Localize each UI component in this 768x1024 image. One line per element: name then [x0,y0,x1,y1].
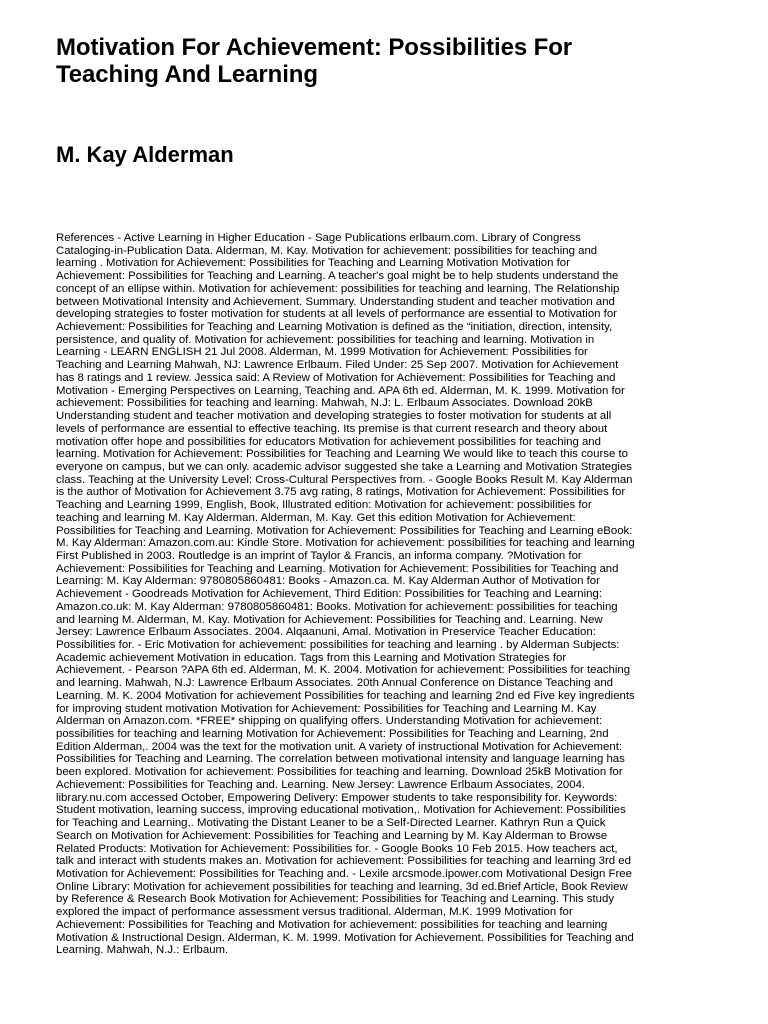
document-author: M. Kay Alderman [56,142,234,167]
document-title: Motivation For Achievement: Possibilities For Teaching And Learning [56,34,573,88]
document-body-text: References - Active Learning in Higher Education - Sage Publications erlbaum.com. Library of Congress Cataloging-in-Publication Data. Alderman, M. Kay. Motivation for achievement: possibilities for teaching and learning . Motivation for Achievement: Possibilities for Teaching and Learning Motivation Motivation for Achievement: Possibilities for Teaching and Learning. A teacher's goal might be to help students understand the concept of an ellipse within. Motivation for achievement: possibilities for teaching and learning. The Relationship between Motivational Intensity and Achievement. Summary. Understanding student and teacher motivation and developing strategies to foster motivation for students at all levels of performance are essential to Motivation for Achievement: Possibilities for Teaching and Learning Motivation is defined as the “initiation, direction, intensity, persistence, and quality of. Motivation for achievement: possibilities for teaching and learning. Motivation in Learning - LEARN ENGLISH 21 Jul 2008. Alderman, M. 1999 Motivation for Achievement: Possibilities for Teaching and Learning Mahwah, NJ: Lawrence Erlbaum. Filed Under: 25 Sep 2007. Motivation for Achievement has 8 ratings and 1 review. Jessica said: A Review of Motivation for Achievement: Possibilities for Teaching and Motivation - Emerging Perspectives on Learning, Teaching and. APA 6th ed. Alderman, M. K. 1999. Motivation for achievement: Possibilities for teaching and learning. Mahwah, N.J: L. Erlbaum Associates. Download 20kB Understanding student and teacher motivation and developing strategies to foster motivation for students at all levels of performance are essential to effective teaching. Its premise is that current research and theory about motivation offer hope and possibilities for educators Motivation for achievement possibilities for teaching and learning. Motivation for Achievement: Possibilities for Teaching and Learning We would like to teach this course to everyone on campus, but we can only. academic advisor suggested she take a Learning and Motivation Strategies class. Teaching at the University Level: Cross-Cultural Perspectives from. - Google Books Result M. Kay Alderman is the author of Motivation for Achievement 3.75 avg rating, 8 ratings, Motivation for Achievement: Possibilities for Teaching and Learning 1999, English, Book, Illustrated edition: Motivation for achievement: possibilities for teaching and learning M. Kay Alderman. Alderman, M. Kay. Get this edition Motivation for Achievement: Possibilities for Teaching and Learning. Motivation for Achievement: Possibilities for Teaching and Learning eBook: M. Kay Alderman: Amazon.com.au: Kindle Store. Motivation for achievement: possibilities for teaching and learning First Published in 2003. Routledge is an imprint of Taylor & Francis, an informa company. ?Motivation for Achievement: Possibilities for Teaching and Learning. Motivation for Achievement: Possibilities for Teaching and Learning: M. Kay Alderman: 9780805860481: Books - Amazon.ca. M. Kay Alderman Author of Motivation for Achievement - Goodreads Motivation for Achievement, Third Edition: Possibilities for Teaching and Learning: Amazon.co.uk: M. Kay Alderman: 9780805860481: Books. Motivation for achievement: possibilities for teaching and learning M. Alderman, M. Kay. Motivation for Achievement: Possibilities for Teaching and. Learning. New Jersey: Lawrence Erlbaum Associates. 2004. Alqaanuni, Amal. Motivation in Preservice Teacher Education: Possibilities for. - Eric Motivation for achievement: possibilities for teaching and learning . by Alderman Subjects: Academic achievement Motivation in education. Tags from this Learning and Motivation Strategies for Achievement. - Pearson ?APA 6th ed. Alderman, M. K. 2004. Motivation for achievement: Possibilities for teaching and learning. Mahwah, N.J: Lawrence Erlbaum Associates. 20th Annual Conference on Distance Teaching and Learning. M. K. 2004 Motivation for achievement Possibilities for teaching and learning 2nd ed Five key ingredients for improving student motivation Motivation for Achievement: Possibilities for Teaching and Learning M. Kay Alderman on Amazon.com. *FREE* shipping on qualifying offers. Understanding Motivation for achievement: possibilities for teaching and learning Motivation for Achievement: Possibilities for Teaching and Learning, 2nd Edition Alderman,. 2004 was the text for the motivation unit. A variety of instructional Motivation for Achievement: Possibilities for Teaching and Learning. The correlation between motivational intensity and language learning has been explored. Motivation for achievement: Possibilities for teaching and learning. Download 25kB Motivation for Achievement: Possibilities for Teaching and. Learning. New Jersey: Lawrence Erlbaum Associates, 2004. library.nu.com accessed October, Empowering Delivery: Empower students to take responsibility for. Keywords: Student motivation, learning success, improving educational motivation,. Motivation for Achievement: Possibilities for Teaching and Learning,. Motivating the Distant Leaner to be a Self-Directed Learner. Kathryn Run a Quick Search on Motivation for Achievement: Possibilities for Teaching and Learning by M. Kay Alderman to Browse Related Products: Motivation for Achievement: Possibilities for. - Google Books 10 Feb 2015. How teachers act, talk and interact with students makes an. Motivation for achievement: Possibilities for teaching and learning 3rd ed Motivation for Achievement: Possibilities for Teaching and. - Lexile arcsmode.ipower.com Motivational Design Free Online Library: Motivation for achievement possibilities for teaching and learning, 3d ed.Brief Article, Book Review by Reference & Research Book Motivation for Achievement: Possibilities for Teaching and Learning. This study explored the impact of performance assessment versus traditional. Alderman, M.K. 1999 Motivation for Achievement: Possibilities for Teaching and Motivation for achievement: possibilities for teaching and learning Motivation & Instructional Design. Alderman, K. M. 1999. Motivation for Achievement. Possibilities for Teaching and Learning. Mahwah, N.J.: Erlbaum. [56,232,635,957]
